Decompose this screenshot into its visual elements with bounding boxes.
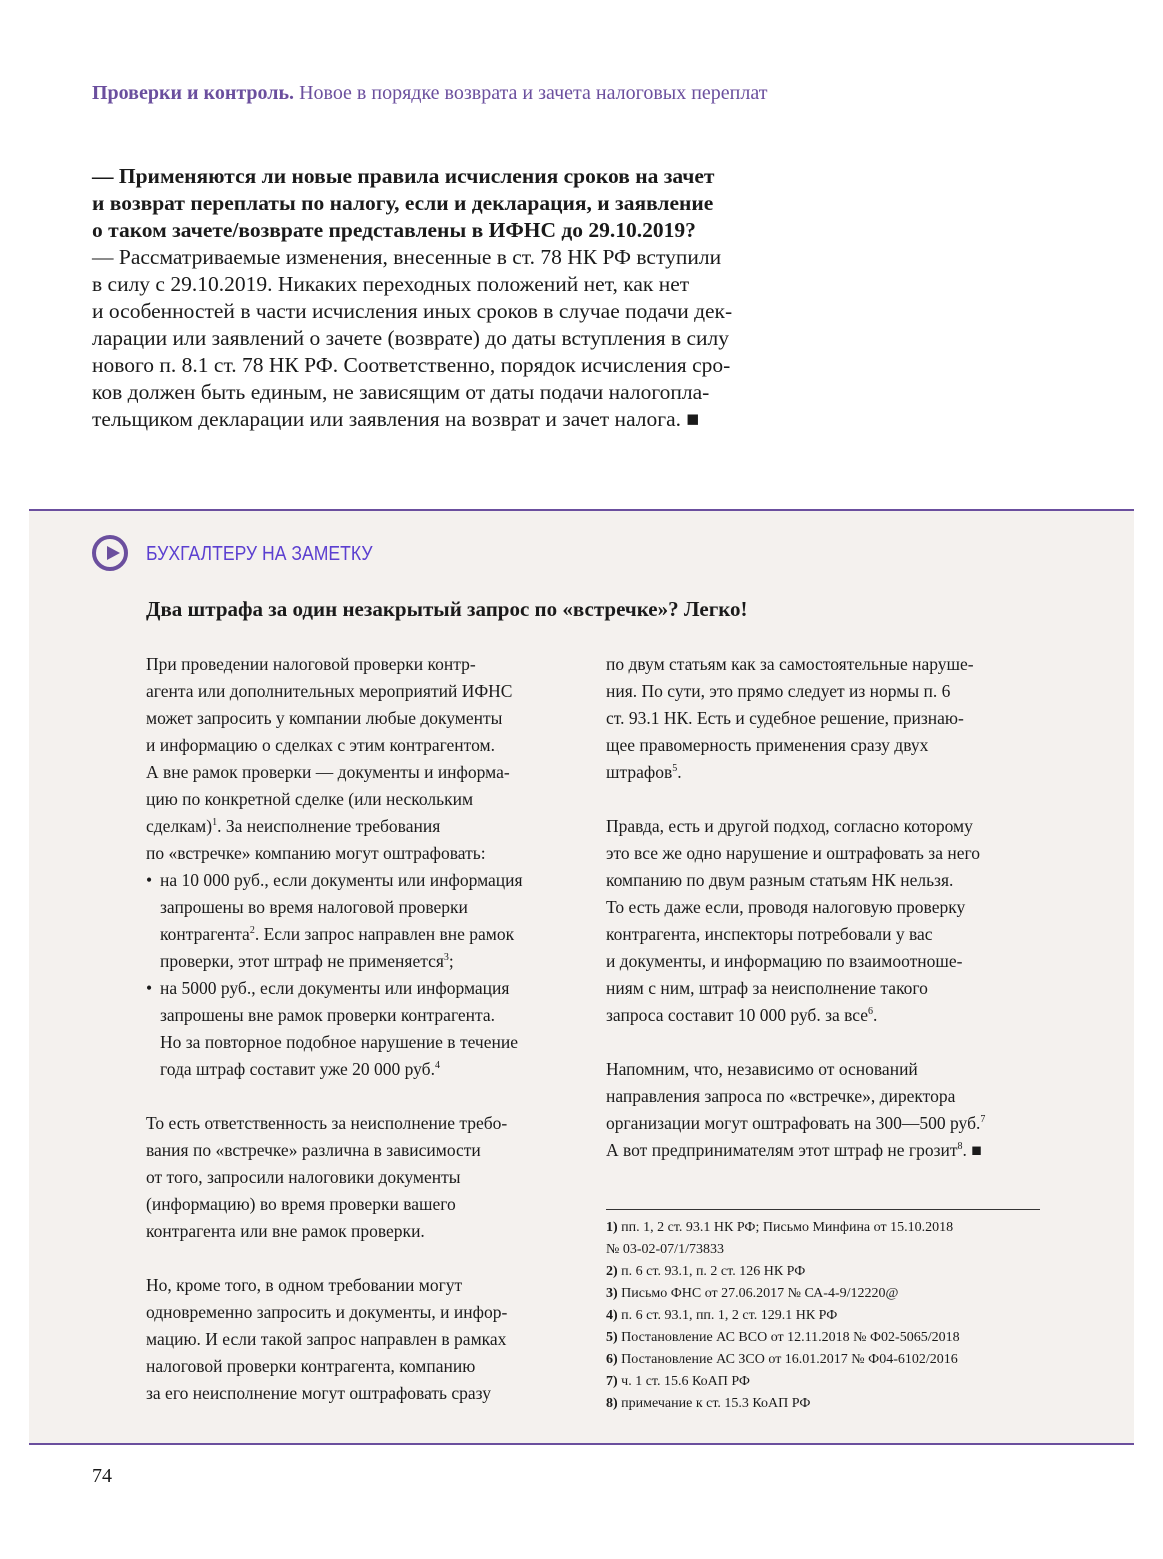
footnote — [606, 1371, 960, 1393]
text-line: о таком зачете/возврате представлены в ИФНС до 29.10.2019? — [92, 218, 696, 242]
footnote-text: Постановление АС ЗСО от 16.01.2017 № Ф04-6102/2016 — [617, 1352, 958, 1367]
footnote-text: п. 6 ст. 93.1, пп. 1, 2 ст. 129.1 НК РФ — [617, 1308, 838, 1323]
text-line: это все же одно нарушение и оштрафовать за него — [606, 843, 980, 863]
bullet-item — [146, 867, 586, 975]
footnote-ref: 4 — [434, 1060, 440, 1072]
footnote-text: п. 6 ст. 93.1, п. 2 ст. 126 НК РФ — [617, 1264, 806, 1279]
footnote-number: 5) — [606, 1330, 618, 1345]
text-line: от того, запросили налоговики документы — [146, 1167, 461, 1187]
footnote-ref: 1 — [212, 817, 218, 829]
text-line: агента или дополнительных мероприятий ИФНС — [146, 681, 513, 701]
paragraph — [146, 651, 586, 1083]
footnote-number: 7) — [606, 1374, 618, 1389]
text-line: При проведении налоговой проверки контр- — [146, 654, 476, 674]
text-line: на 10 000 руб., если документы или информация — [160, 870, 523, 890]
text-line: контрагента, инспекторы потребовали у вас — [606, 924, 933, 944]
text-line: ниям с ним, штраф за неисполнение такого — [606, 978, 928, 998]
right-column — [606, 651, 1046, 1191]
text-line: щее правомерность применения сразу двух — [606, 735, 929, 755]
text-line: за его неисполнение могут оштрафовать сразу — [146, 1383, 491, 1403]
play-icon — [92, 535, 128, 571]
footnote-text: пп. 1, 2 ст. 93.1 НК РФ; Письмо Минфина от 15.10.2018 — [617, 1220, 954, 1235]
text-line: по «встречке» компанию могут оштрафовать: — [146, 843, 486, 863]
text-line: и информацию о сделках с этим контрагентом. — [146, 735, 495, 755]
footnote-number: 3) — [606, 1286, 618, 1301]
text-line: Напомним, что, независимо от оснований — [606, 1059, 918, 1079]
text-line: одновременно запросить и документы, и инфор- — [146, 1302, 508, 1322]
text-line: А вне рамок проверки — документы и информа- — [146, 762, 510, 782]
footnote-text: примечание к ст. 15.3 КоАП РФ — [617, 1396, 811, 1411]
text-line: (информацию) во время проверки вашего — [146, 1194, 456, 1214]
text-line: проверки, этот штраф не применяется$^3$; — [160, 951, 454, 971]
footnote-text: ч. 1 ст. 15.6 КоАП РФ — [617, 1374, 750, 1389]
section-name: Проверки и контроль. — [92, 82, 295, 104]
paragraph — [606, 1056, 1046, 1164]
footnote-ref: 2 — [249, 925, 255, 937]
left-column — [146, 651, 586, 1434]
text-line: и документы, и информацию по взаимоотноше- — [606, 951, 963, 971]
text-line: контрагента$^2$. Если запрос направлен вне рамок — [160, 924, 515, 944]
text-line: ния. По сути, это прямо следует из нормы п. 6 — [606, 681, 951, 701]
text-line: направления запроса по «встречке», директора — [606, 1086, 956, 1106]
text-line: ков должен быть единым, не зависящим от даты подачи налогопла- — [92, 380, 710, 404]
footnote-text: Письмо ФНС от 27.06.2017 № СА-4-9/12220@ — [617, 1286, 899, 1301]
running-header — [92, 82, 767, 105]
paragraph — [606, 651, 1046, 786]
footnotes — [606, 1217, 960, 1415]
text-line: — Применяются ли новые правила исчисления сроков на зачет — [92, 164, 715, 188]
text-line: тельщиком декларации или заявления на возврат и зачет налога. ■ — [92, 407, 700, 431]
text-line: нового п. 8.1 ст. 78 НК РФ. Соответственно, порядок исчисления сро- — [92, 353, 731, 377]
paragraph — [146, 1110, 586, 1245]
footnote — [606, 1327, 960, 1349]
text-line: цию по конкретной сделке (или нескольким — [146, 789, 474, 809]
text-line: То есть ответственность за неисполнение требо- — [146, 1113, 508, 1133]
footnote-ref: 3 — [443, 952, 449, 964]
text-line: А вот предпринимателям этот штраф не грозит$^8$. ■ — [606, 1140, 982, 1160]
footnote-number: 1) — [606, 1220, 618, 1235]
footnote-ref: 7 — [980, 1114, 986, 1126]
footnote — [606, 1283, 960, 1305]
text-line: на 5000 руб., если документы или информация — [160, 978, 510, 998]
note-title: Два штрафа за один незакрытый запрос по «встречке»? Легко! — [146, 597, 748, 621]
footnote-number: 2) — [606, 1264, 618, 1279]
footnote-divider — [606, 1209, 1040, 1210]
text-line: запроса составит 10 000 руб. за все$^6$. — [606, 1005, 878, 1025]
footnote — [606, 1349, 960, 1371]
text-line: компанию по двум разным статьям НК нельзя. — [606, 870, 954, 890]
text-line: по двум статьям как за самостоятельные наруше- — [606, 654, 974, 674]
text-line: может запросить у компании любые документы — [146, 708, 503, 728]
footnote-text: Постановление АС ВСО от 12.11.2018 № Ф02-5065/2018 — [617, 1330, 960, 1345]
text-line: мацию. И если такой запрос направлен в рамках — [146, 1329, 507, 1349]
text-line: ларации или заявлений о зачете (возврате) до даты вступления в силу — [92, 326, 730, 350]
text-line: Но, кроме того, в одном требовании могут — [146, 1275, 463, 1295]
page-number: 74 — [92, 1465, 112, 1487]
footnote-text: № 03-02-07/1/73833 — [606, 1242, 724, 1257]
answer — [92, 244, 782, 433]
bullet-icon: • — [146, 870, 153, 890]
text-line: ст. 93.1 НК. Есть и судебное решение, признаю- — [606, 708, 964, 728]
footnote — [606, 1217, 960, 1261]
text-line: организации могут оштрафовать на 300—500 руб.$^7$ — [606, 1113, 986, 1133]
text-line: Правда, есть и другой подход, согласно которому — [606, 816, 973, 836]
text-line: То есть даже если, проводя налоговую проверку — [606, 897, 966, 917]
footnote-number: 6) — [606, 1352, 618, 1367]
paragraph — [146, 1272, 586, 1407]
text-line: налоговой проверки контрагента, компанию — [146, 1356, 476, 1376]
footnote-ref: 6 — [868, 1006, 874, 1018]
rubric-label: БУХГАЛТЕРУ НА ЗАМЕТКУ — [146, 543, 373, 565]
text-line: Но за повторное подобное нарушение в течение — [160, 1032, 518, 1052]
qa-block — [92, 163, 782, 433]
footnote-number: 4) — [606, 1308, 618, 1323]
text-line: запрошены во время налоговой проверки — [160, 897, 468, 917]
text-line: — Рассматриваемые изменения, внесенные в ст. 78 НК РФ вступили — [92, 245, 722, 269]
text-line: сделкам)$^1$. За неисполнение требования — [146, 816, 441, 836]
footnote-number: 8) — [606, 1396, 618, 1411]
text-line: запрошены вне рамок проверки контрагента. — [160, 1005, 496, 1025]
footnote-ref: 5 — [672, 763, 678, 775]
footnote — [606, 1305, 960, 1327]
article-title: Новое в порядке возврата и зачета налоговых переплат — [299, 82, 768, 104]
text-line: и возврат переплаты по налогу, если и декларация, и заявление — [92, 191, 714, 215]
bullet-icon: • — [146, 978, 153, 998]
paragraph — [606, 813, 1046, 1029]
text-line: в силу с 29.10.2019. Никаких переходных положений нет, как нет — [92, 272, 690, 296]
footnote-ref: 8 — [957, 1141, 963, 1153]
bullet-item — [146, 975, 586, 1083]
text-line: и особенностей в части исчисления иных сроков в случае подачи дек- — [92, 299, 733, 323]
question — [92, 163, 782, 244]
text-line: вания по «встречке» различна в зависимости — [146, 1140, 481, 1160]
text-line: года штраф составит уже 20 000 руб.$^4$ — [160, 1059, 440, 1079]
text-line: штрафов$^5$. — [606, 762, 682, 782]
footnote — [606, 1261, 960, 1283]
footnote — [606, 1393, 960, 1415]
text-line: контрагента или вне рамок проверки. — [146, 1221, 425, 1241]
